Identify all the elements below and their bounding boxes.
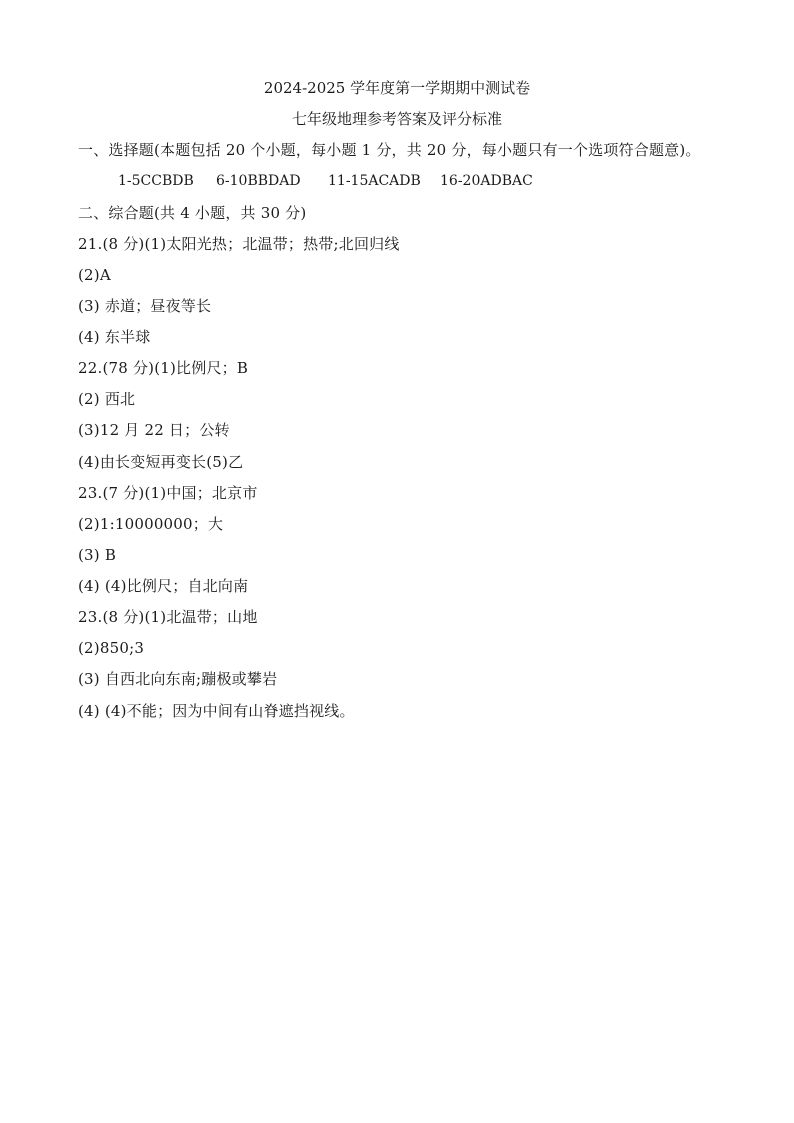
answer-line: (4) 东半球 [78,328,151,346]
answer-group-11-15: 11-15ACADB [328,173,421,189]
answer-group-6-10: 6-10BBDAD [216,173,301,189]
answer-line: (3) B [78,546,117,564]
answer-line: (3) 赤道；昼夜等长 [78,297,212,315]
answer-group-16-20: 16-20ADBAC [440,173,533,189]
answer-line: (4) (4)不能；因为中间有山脊遮挡视线。 [78,702,355,720]
answer-group-1-5: 1-5CCBDB [118,173,194,189]
answer-line: (2)850;3 [78,639,145,657]
answer-line: 23.(8 分)(1)北温带；山地 [78,608,258,626]
answer-line: (3)12 月 22 日；公转 [78,421,230,439]
answer-line: (4)由长变短再变长(5)乙 [78,453,244,471]
section-2-heading: 二、综合题(共 4 小题，共 30 分) [78,204,307,222]
answer-line: 21.(8 分)(1)太阳光热；北温带；热带;北回归线 [78,235,400,253]
answer-line: (2)A [78,266,111,284]
section-1-heading: 一、选择题(本题包括 20 个小题，每小题 1 分，共 20 分，每小题只有一个选项符合题意)。 [78,141,701,159]
answer-line: (2) 西北 [78,390,136,408]
answer-line: (3) 自西北向东南;蹦极或攀岩 [78,670,278,688]
answer-line: (4) (4)比例尺；自北向南 [78,577,249,595]
answer-line: (2)1:10000000；大 [78,515,224,533]
answer-line: 22.(78 分)(1)比例尺；B [78,359,249,377]
document-title: 2024-2025 学年度第一学期期中测试卷 [263,79,531,97]
answer-line: 23.(7 分)(1)中国；北京市 [78,484,258,502]
document-subtitle: 七年级地理参考答案及评分标准 [291,110,502,128]
